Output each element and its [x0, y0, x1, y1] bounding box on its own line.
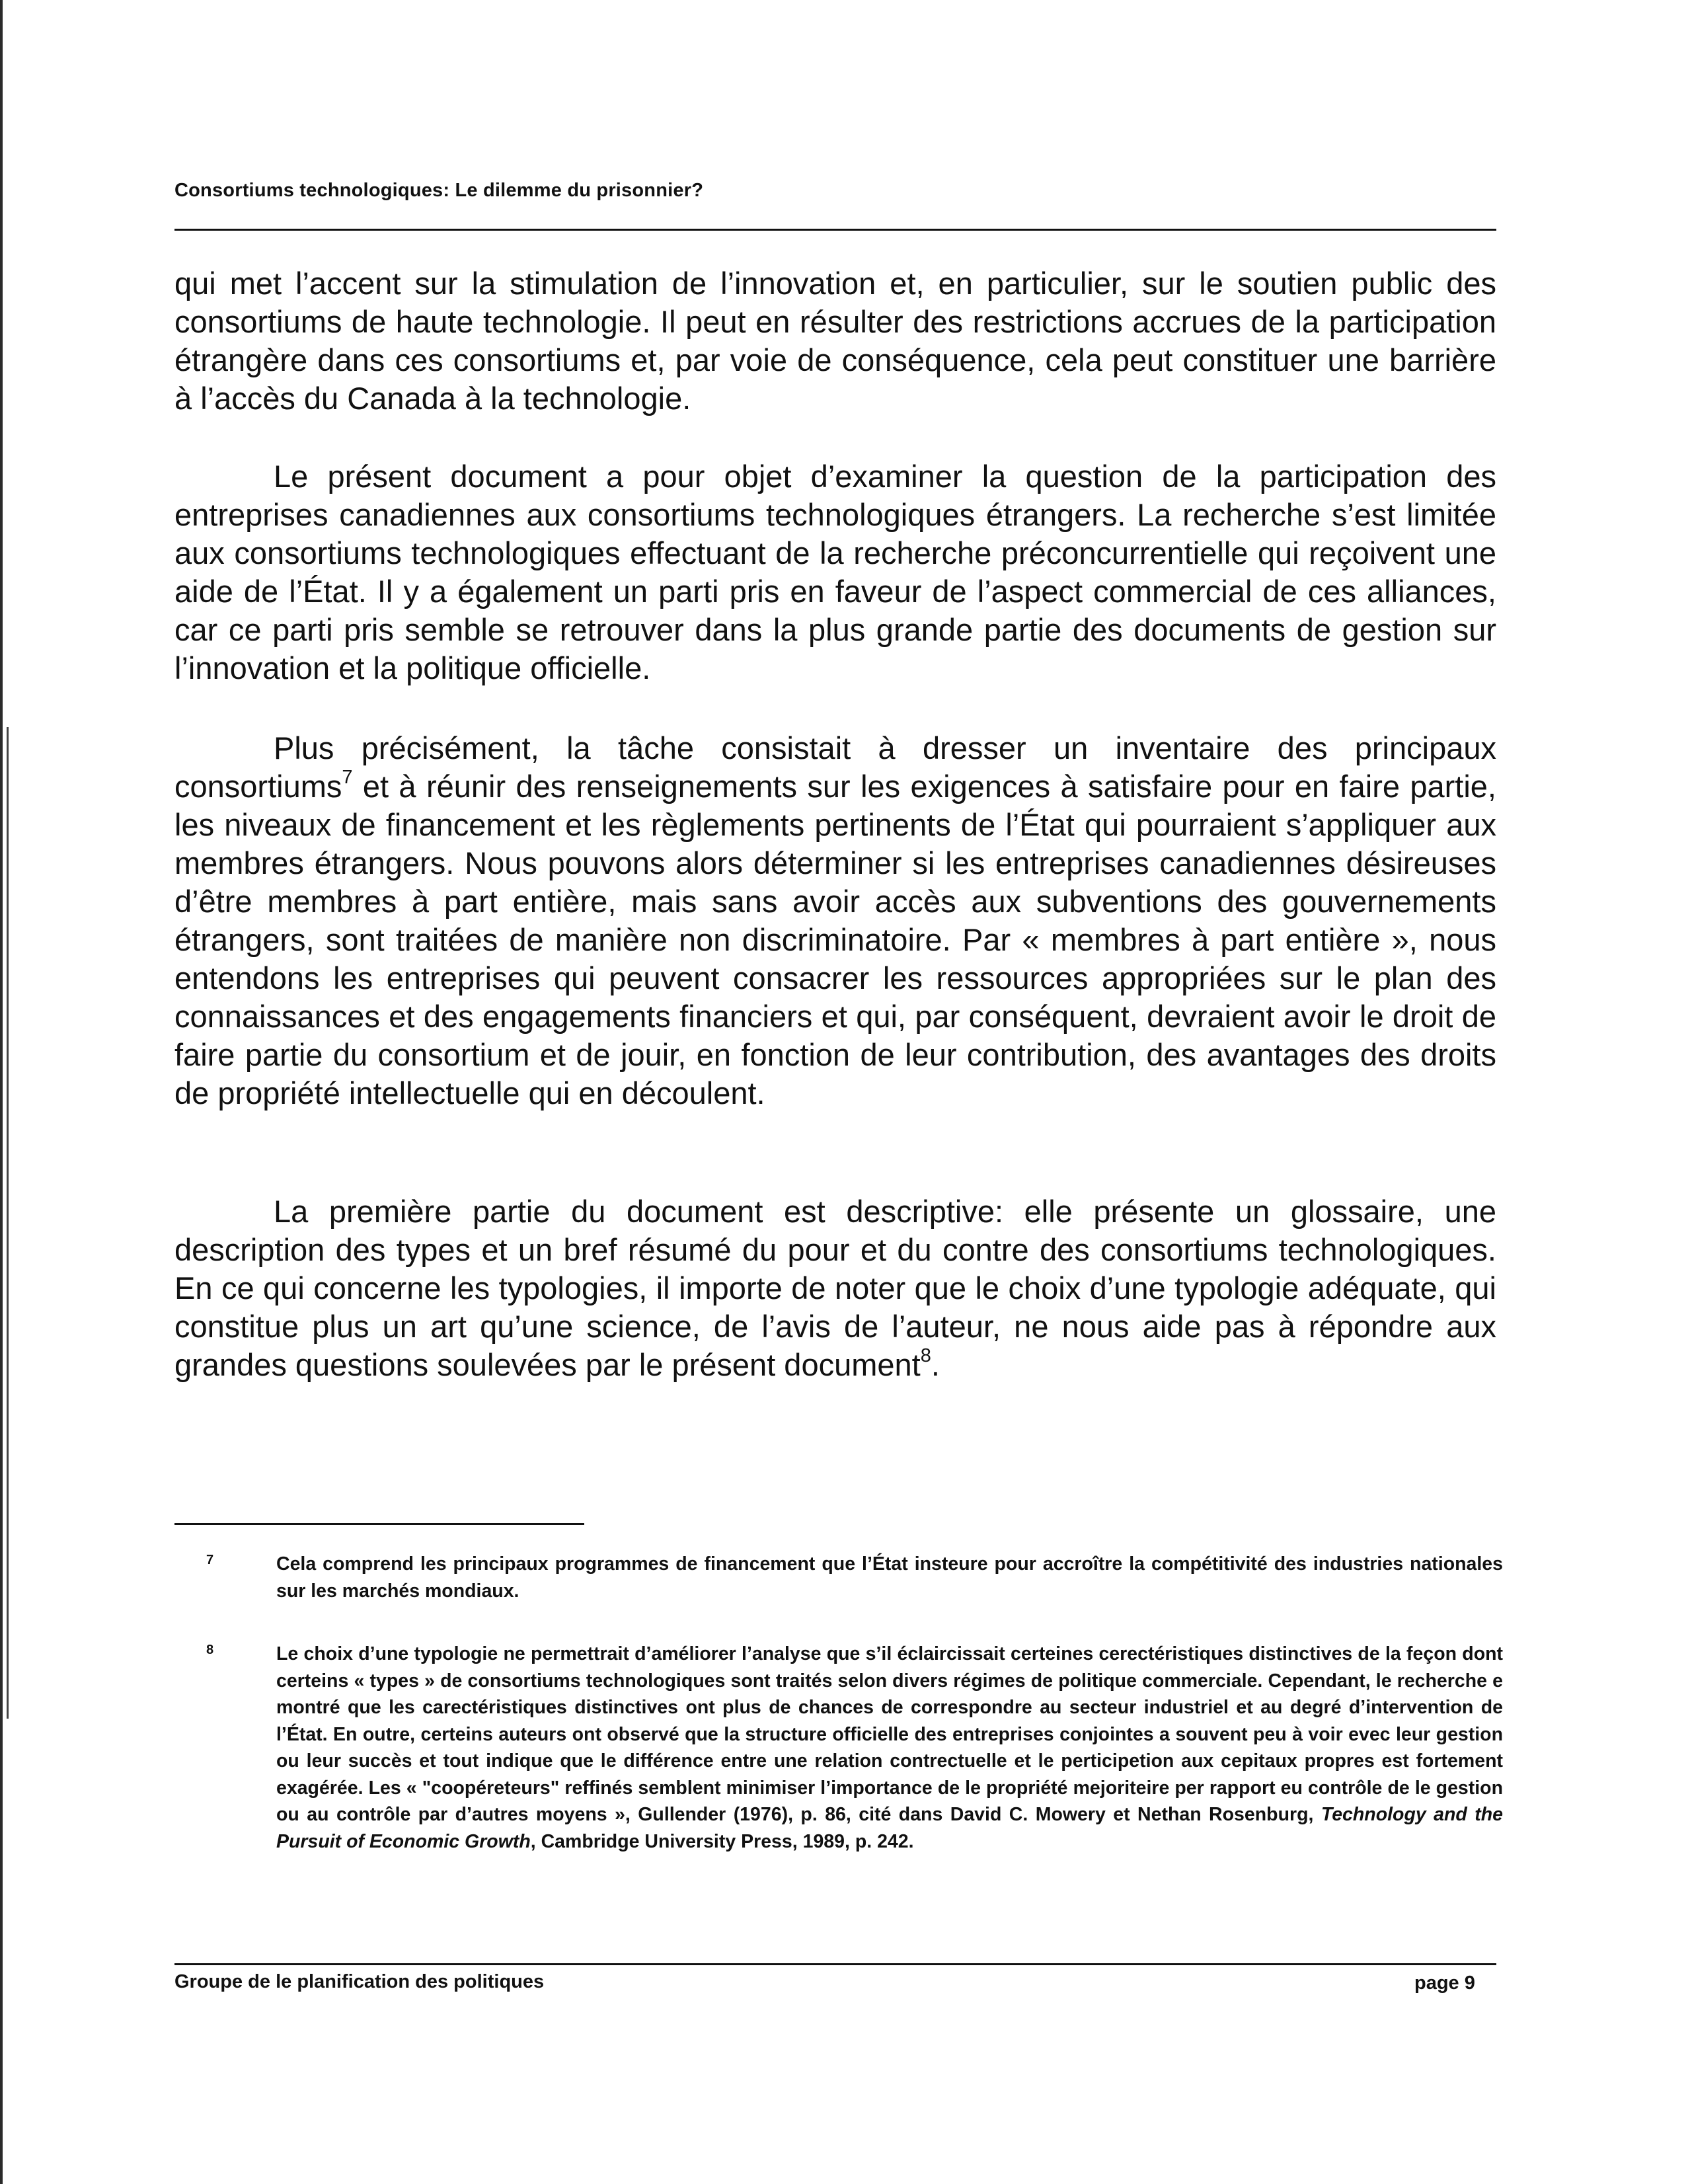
running-header: Consortiums technologiques: Le dilemme du prisonnier?: [174, 180, 704, 201]
paragraph-2: Le présent document a pour objet d’examiner la question de la participation des entreprises canadiennes aux consortiums technologiques étrangers. La recherche s’est limitée aux consortiums technologiques effectuant de la recherche préconcurrentielle qui reçoivent une aide de l’État. Il y a également un parti pris en faveur de l’aspect commercial de ces alliances, car ce parti pris semble se retrouver dans la plus grande partie des documents de gestion sur l’innovation et la politique officielle.: [174, 459, 1496, 685]
paragraph-3-text-b: et à réunir des renseignements sur les exigences à satisfaire pour en faire partie, les niveaux de financement et les règlements pertinents de l’État qui pourraient s’appliquer aux membres étrangers. Nous pouvons alors déterminer si les entreprises canadiennes désireuses d’être membres à part entière, mais sans avoir accès aux subventions des gouvernements étrangers, sont traitées de manière non discriminatoire. Par « membres à part entière », nous entendons les entreprises qui peuvent consacrer les ressources appropriées sur le plan des connaissances et des engagements financiers et qui, par conséquent, devraient avoir le droit de faire partie du consortium et de jouir, en fonction de leur contribution, des avantages des droits de propriété intellectuelle qui en découlent.: [174, 769, 1496, 1111]
footnote-8-text-a: Le choix d’une typologie ne permettrait d’améliorer l’analyse que s’il éclaircissait certeines cerectéristiques distinctives de la feçon dont certeins « types » de consortiums technologiques sont traités selon divers régimes de politique commerciale. Cependant, le recherche e montré que les carectéristiques distinctives ont plus de chances de correspondre au secteur industriel et au degré d’intervention de l’État. En outre, certeins auteurs ont observé que la structure officielle des entreprises conjointes a souvent peu à voir evec leur gestion ou leur succès et tout indique que le différence entre une relation contrectuelle et le perticipetion aux cepitaux propres est fortement exagérée. Les « "coopéreteurs" reffinés semblent minimiser l’importance de le propriété mejoriteire per rapport eu contrôle de le gestion ou au contrôle par d’autres moyens », Gullender (1976), p. 86, cité dans David C. Mowery et Nethan Rosenburg,: [276, 1643, 1503, 1825]
footer-organization: Groupe de le planification des politiques: [174, 1971, 545, 1992]
paragraph-3-text-a: Plus précisément, la tâche consistait à dresser un inventaire des principaux consortiums: [174, 730, 1496, 804]
scan-edge-line: [7, 727, 9, 1719]
footnote-number: 8: [206, 1643, 214, 1657]
footnote-ref-8: 8: [920, 1345, 931, 1367]
footnote-rule: [174, 1523, 584, 1525]
footnote-ref-7: 7: [342, 767, 353, 789]
paragraph-4-text-b: .: [931, 1347, 940, 1382]
paragraph-4-text-a: La première partie du document est descriptive: elle présente un glossaire, une description des types et un bref résumé du pour et du contre des consortiums technologiques. En ce qui concerne les typologies, il importe de noter que le choix d’une typologie adéquate, qui constitue plus un art qu’une science, de l’avis de l’auteur, ne nous aide pas à répondre aux grandes questions soulevées par le présent document: [174, 1194, 1496, 1382]
cited-book-title: Technology and the Pursuit of Economic Growth: [276, 1804, 1503, 1852]
footnote-7: [174, 1551, 1503, 1604]
header-rule: [174, 229, 1496, 231]
footnote-text: [276, 1641, 1503, 1855]
page-number: page 9: [1414, 1972, 1475, 1994]
footer-rule: [174, 1963, 1496, 1965]
footnote-number: 7: [206, 1553, 214, 1567]
scan-edge-line: [0, 0, 3, 2184]
footnote-8: [174, 1641, 1503, 1855]
paragraph-1: qui met l’accent sur la stimulation de l’innovation et, en particulier, sur le soutien public des consortiums de haute technologie. Il peut en résulter des restrictions accrues de la participation étrangère dans ces consortiums et, par voie de conséquence, cela peut constituer une barrière à l’accès du Canada à la technologie.: [174, 266, 1496, 416]
footnote-text: Cela comprend les principaux programmes de financement que l’État insteure pour accroître la compétitivité des industries nationales sur les marchés mondiaux.: [276, 1553, 1503, 1602]
paragraph-4: [174, 1192, 1496, 1384]
paragraph-3: [174, 729, 1496, 1112]
footnote-8-text-b: , Cambridge University Press, 1989, p. 242.: [530, 1830, 914, 1852]
